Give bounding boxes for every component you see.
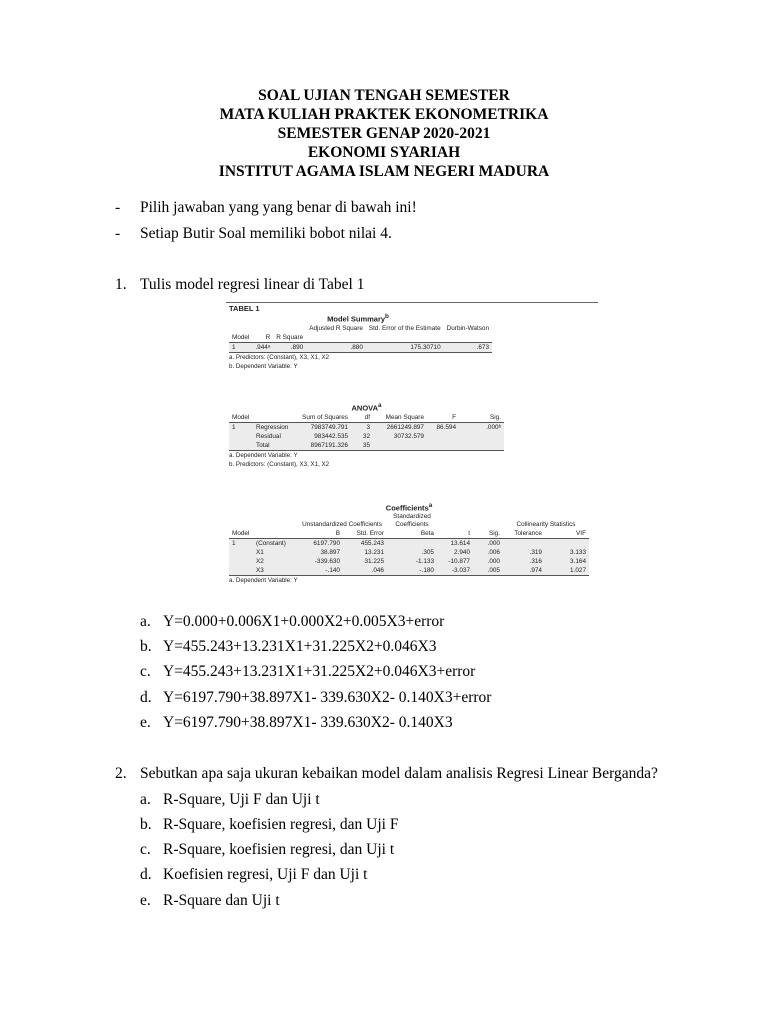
table-cell: -.180: [387, 566, 437, 576]
table-cell: .000: [473, 538, 503, 548]
column-header: Tolerance: [503, 529, 545, 539]
table-cell: 86.594: [427, 422, 459, 432]
table-cell: 31.225: [343, 557, 387, 566]
option-text: Y=6197.790+38.897X1- 339.630X2- 0.140X3: [163, 714, 453, 731]
table-cell: 1.027: [545, 566, 589, 576]
column-header: Model: [229, 413, 253, 423]
column-header: Durbin-Watson: [446, 324, 490, 332]
anova-title: ANOVA$^a$: [351, 402, 382, 413]
model-summary-table: [229, 313, 490, 371]
table-cell: -3.037: [437, 566, 473, 576]
table-cell: 175.30710: [366, 342, 444, 352]
column-header: Model: [229, 529, 253, 539]
column-header: Beta: [387, 529, 437, 539]
table-cell: .316: [503, 557, 545, 566]
column-header: B: [297, 529, 343, 539]
table-cell: -339.630: [297, 557, 343, 566]
question-text: Sebutkan apa saja ukuran kebaikan model dalam analisis Regresi Linear Berganda?: [140, 765, 658, 782]
table-cell: 13.231: [343, 548, 387, 557]
table-cell: (Constant): [253, 538, 297, 548]
table-cell: .006: [473, 548, 503, 557]
table-cell: -.140: [297, 566, 343, 576]
table-cell: .974: [503, 566, 545, 576]
table-cell: .890: [273, 342, 306, 352]
column-header: Sig.: [473, 529, 503, 539]
table-cell: 30732.579: [373, 432, 427, 441]
table-cell: 3: [351, 422, 373, 432]
table-cell: 1: [229, 422, 253, 432]
table-cell: 6197.790: [297, 538, 343, 548]
column-header: R: [252, 333, 273, 343]
option-text: R-Square dan Uji t: [163, 892, 280, 909]
table-cell: [387, 538, 437, 548]
table-cell: Total: [253, 441, 299, 451]
table-cell: 455.243: [343, 538, 387, 548]
table-cell: [459, 441, 504, 451]
table-cell: [545, 538, 589, 548]
table-cell: -1.133: [387, 557, 437, 566]
coefficients-title: Coefficients$^a$: [385, 502, 433, 513]
table-cell: .046: [343, 566, 387, 576]
table-cell: 35: [351, 441, 373, 451]
table-cell: [229, 432, 253, 441]
table-cell: .673: [444, 342, 492, 352]
table-cell: [427, 432, 459, 441]
table-cell: -10.877: [437, 557, 473, 566]
option-letter: d.: [140, 866, 152, 883]
table-cell: 8967191.326: [299, 441, 351, 451]
option-text: Y=0.000+0.006X1+0.000X2+0.005X3+error: [163, 613, 445, 630]
table-cell: 13.614: [437, 538, 473, 548]
question-text: Tulis model regresi linear di Tabel 1: [140, 276, 365, 293]
table-cell: 1: [229, 342, 252, 352]
column-header: Adjusted R Square: [309, 324, 363, 332]
table-cell: Regression: [253, 422, 299, 432]
option-letter: d.: [140, 689, 152, 706]
group-header: Unstandardized Coefficients: [302, 520, 382, 528]
table-cell: 2661249.897: [373, 422, 427, 432]
option-text: R-Square, koefisien regresi, dan Uji t: [163, 841, 395, 858]
instruction-text: Pilih jawaban yang yang benar di bawah ini!: [140, 199, 417, 216]
table-note: a. Dependent Variable: Y: [229, 451, 298, 459]
group-header: Standardized Coefficients: [393, 512, 431, 528]
table-rule: [226, 302, 598, 303]
table-cell: .000: [473, 557, 503, 566]
table-cell: .305: [387, 548, 437, 557]
option-letter: e.: [140, 714, 151, 731]
column-header: F: [427, 413, 459, 423]
semester-title: SEMESTER GENAP 2020-2021: [277, 125, 491, 142]
table-cell: 2.940: [437, 548, 473, 557]
table-cell: 983442.535: [299, 432, 351, 441]
institution-title: INSTITUT AGAMA ISLAM NEGERI MADURA: [218, 163, 550, 180]
column-header: Model: [229, 333, 252, 343]
option-text: Y=455.243+13.231X1+31.225X2+0.046X3+error: [163, 663, 476, 680]
table-cell: .880: [306, 342, 366, 352]
table-cell: 3.164: [545, 557, 589, 566]
option-letter: a.: [140, 791, 151, 808]
exam-title: SOAL UJIAN TENGAH SEMESTER: [258, 87, 510, 104]
column-header: Std. Error of the Estimate: [368, 324, 441, 332]
column-header: Std. Error: [343, 529, 387, 539]
table-cell: .944ᵃ: [252, 342, 273, 352]
table-cell: [373, 441, 427, 451]
column-header: VIF: [545, 529, 589, 539]
column-header: Sig.: [459, 413, 504, 423]
option-letter: a.: [140, 613, 151, 630]
group-header: Collinearity Statistics: [516, 520, 576, 528]
option-letter: c.: [140, 663, 151, 680]
option-text: Y=455.243+13.231X1+31.225X2+0.046X3: [163, 638, 437, 655]
table-cell: .000ᵇ: [459, 422, 504, 432]
option-text: R-Square, koefisien regresi, dan Uji F: [163, 816, 399, 833]
table-cell: 1: [229, 538, 253, 548]
table-cell: [229, 557, 253, 566]
model-summary-title: Model Summary$^b$: [327, 313, 389, 324]
table-cell: [427, 441, 459, 451]
course-title: MATA KULIAH PRAKTEK EKONOMETRIKA: [219, 106, 549, 123]
table-note: b. Dependent Variable: Y: [229, 362, 298, 370]
table-label: TABEL 1: [229, 304, 260, 313]
question-number: 1.: [115, 276, 127, 293]
table-cell: X3: [253, 566, 297, 576]
option-text: Y=6197.790+38.897X1- 339.630X2- 0.140X3+error: [163, 689, 492, 706]
option-letter: c.: [140, 841, 151, 858]
column-header: R Square: [273, 333, 306, 343]
table-cell: 3.133: [545, 548, 589, 557]
table-cell: X1: [253, 548, 297, 557]
option-letter: b.: [140, 816, 152, 833]
column-header: [253, 413, 299, 423]
table-cell: [229, 566, 253, 576]
table-cell: [229, 548, 253, 557]
table-cell: [503, 538, 545, 548]
table-cell: [459, 432, 504, 441]
column-header: Mean Square: [373, 413, 427, 423]
table-cell: .005: [473, 566, 503, 576]
column-header: Sum of Squares: [299, 413, 351, 423]
table-note: a. Predictors: (Constant), X3, X1, X2: [229, 353, 330, 361]
question-number: 2.: [115, 765, 127, 782]
anova-table: [229, 402, 504, 469]
option-text: Koefisien regresi, Uji F dan Uji t: [163, 866, 368, 883]
option-letter: e.: [140, 892, 151, 909]
table-note: b. Predictors: (Constant), X3, X1, X2: [229, 460, 330, 468]
instruction-bullet: -: [115, 225, 121, 242]
column-header: [253, 529, 297, 539]
instruction-text: Setiap Butir Soal memiliki bobot nilai 4.: [140, 225, 392, 242]
coefficients-table: [229, 502, 589, 585]
program-title: EKONOMI SYARIAH: [307, 144, 461, 161]
table-note: a. Dependent Variable: Y: [229, 576, 298, 584]
table-cell: .319: [503, 548, 545, 557]
table-cell: Residual: [253, 432, 299, 441]
table-cell: 7983749.791: [299, 422, 351, 432]
option-text: R-Square, Uji F dan Uji t: [163, 791, 320, 808]
option-letter: b.: [140, 638, 152, 655]
column-header: df: [351, 413, 373, 423]
table-cell: [229, 441, 253, 451]
table-cell: X2: [253, 557, 297, 566]
table-cell: 32: [351, 432, 373, 441]
column-header: t: [437, 529, 473, 539]
table-cell: 38.897: [297, 548, 343, 557]
instruction-bullet: -: [115, 199, 121, 216]
